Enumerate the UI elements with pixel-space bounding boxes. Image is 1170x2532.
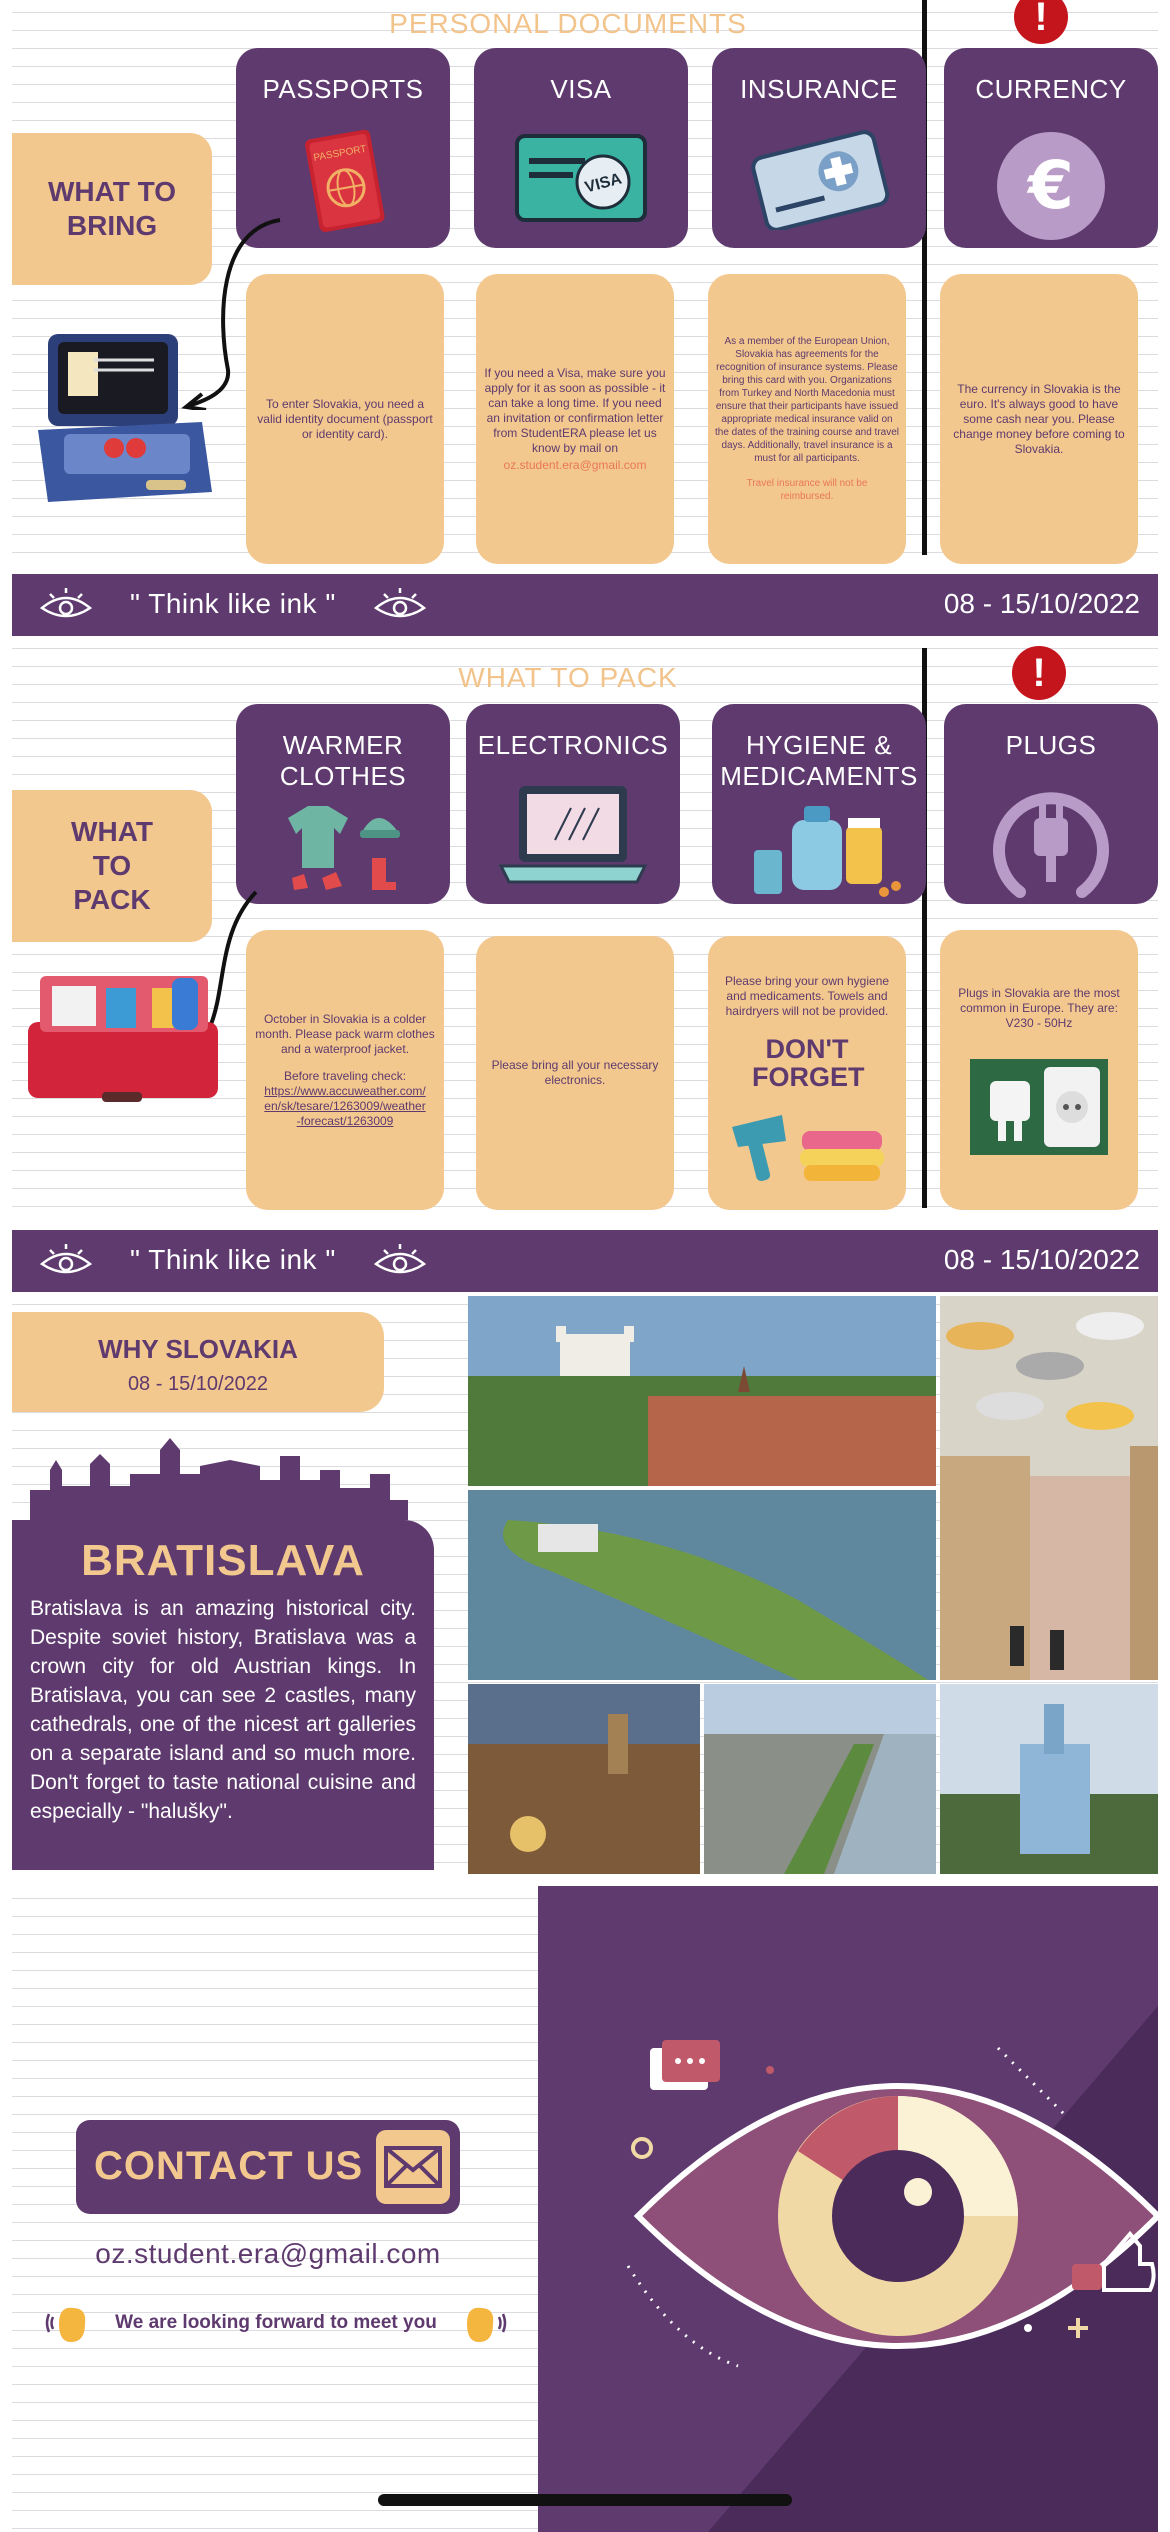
section-title: PERSONAL DOCUMENTS — [389, 8, 747, 39]
clothes-info-text: October in Slovakia is a colder month. Please pack warm clothes and a waterproof jacket. — [255, 1011, 435, 1056]
plug-icon — [986, 780, 1116, 900]
old-town-night-photo — [468, 1684, 700, 1874]
closing-message-row — [28, 2298, 524, 2348]
card-title: CURRENCY — [975, 74, 1127, 104]
dont-forget-badge: DON'T FORGET — [752, 1034, 865, 1092]
card-title: ELECTRONICS — [477, 730, 669, 760]
contact-slide — [12, 1886, 1158, 2532]
what-to-pack-slide — [12, 636, 1158, 1216]
passports-info-text: To enter Slovakia, you need a valid identity document (passport or identity card). — [257, 396, 433, 441]
city-title: BRATISLAVA — [81, 1536, 365, 1585]
card-currency — [944, 48, 1158, 248]
section-title: WHAT TO PACK — [458, 662, 678, 693]
plugs-info-card — [940, 930, 1138, 1210]
card-title: INSURANCE — [740, 74, 898, 104]
packed-suitcase-illustration — [22, 962, 222, 1112]
eye-illustration-panel — [538, 1886, 1158, 2532]
closing-message: We are looking forward to meet you — [115, 2312, 437, 2333]
eye-icon — [38, 1240, 94, 1280]
bratislava-castle-photo — [468, 1296, 936, 1486]
visa-info-card — [476, 274, 674, 564]
visa-info-text: If you need a Visa, make sure you apply for it as soon as possible - it can take a long time. If you need an invitation or confirmation letter from StudentERA please let us know by mail on — [484, 365, 666, 455]
city-description: Bratislava is an amazing historical city. Despite soviet history, Bratislava was a crown city for old Austrian kings. In Bratislava, you can see 2 castles, many cathedrals, one of the nicest art galleries on a separate island and so much more. Don't forget to taste national cuisine and especially - "halušky". — [30, 1597, 416, 1823]
hygiene-info-text: Please bring your own hygiene and medicaments. Towels and hairdryers will not be provided. — [724, 974, 890, 1018]
warm-clothes-icon — [278, 798, 408, 894]
what-to-bring-tag: WHAT TO BRING — [12, 133, 212, 285]
slogan-quote: " Think like ink " — [130, 588, 336, 619]
mail-icon — [376, 2130, 450, 2204]
home-indicator[interactable] — [378, 2494, 792, 2506]
laptop-icon — [493, 780, 653, 890]
card-electronics — [466, 704, 680, 904]
alert-icon: ! — [1014, 0, 1068, 44]
card-plugs — [944, 704, 1158, 904]
clothes-check-label: Before traveling check: — [283, 1068, 407, 1083]
why-slovakia-title: WHY SLOVAKIA — [98, 1334, 298, 1364]
contact-email[interactable]: oz.student.era@gmail.com — [95, 2238, 441, 2269]
card-title: PASSPORTS — [262, 74, 424, 104]
insurance-info-card — [708, 274, 906, 564]
passport-icon — [294, 126, 394, 238]
currency-info-card — [940, 274, 1138, 564]
waving-hand-icon — [447, 2300, 509, 2346]
hairdryer-towels-icon — [722, 1097, 892, 1187]
card-title: WARMER CLOTHES — [279, 730, 407, 791]
eye-icon — [372, 584, 428, 624]
waving-hand-icon — [43, 2300, 105, 2346]
why-slovakia-tag — [12, 1312, 384, 1412]
why-slovakia-date: 08 - 15/10/2022 — [127, 1373, 269, 1395]
card-hygiene — [712, 704, 926, 904]
card-visa — [474, 48, 688, 248]
eye-icon — [372, 1240, 428, 1280]
card-title: VISA — [550, 74, 612, 104]
insurance-note: Travel insurance will not be reimbursed. — [746, 478, 868, 502]
riverside-city-photo — [704, 1684, 936, 1874]
bratislava-skyline — [30, 1430, 408, 1520]
electronics-info-card — [476, 936, 674, 1210]
power-socket-photo — [970, 1059, 1108, 1155]
plugs-info-text: Plugs in Slovakia are the most common in Europe. They are: V230 - 50Hz — [958, 985, 1120, 1030]
visa-email-link[interactable]: oz.student.era@gmail.com — [503, 457, 647, 472]
card-title: PLUGS — [1005, 730, 1097, 760]
what-to-pack-tag: WHAT TO PACK — [12, 790, 212, 942]
event-date: 08 - 15/10/2022 — [943, 588, 1140, 619]
svg-text:VISA: VISA — [583, 170, 624, 197]
insurance-info-text: As a member of the European Union, Slovakia has agreements for the recognition of insurance systems. Please bring this card with you. Organizations from Turkey and North Macedonia must ensure that their participants have issued appropriate medical insurance valid on the dates of the training course and travel days. Additionally, travel insurance is a must for all participants. — [714, 336, 899, 464]
slogan-quote: " Think like ink " — [130, 1244, 336, 1275]
hygiene-info-card — [708, 936, 906, 1210]
visa-icon — [511, 130, 651, 226]
currency-info-text: The currency in Slovakia is the euro. It's always good to have some cash near you. Please change money before coming to Slovakia. — [953, 381, 1125, 456]
umbrellas-street-photo — [940, 1296, 1158, 1680]
card-warmer-clothes — [236, 704, 450, 904]
contact-us-label: CONTACT US — [94, 2144, 364, 2188]
slogan-banner — [12, 1230, 1158, 1292]
svg-text:PASSPORT: PASSPORT — [312, 143, 368, 164]
weather-forecast-link[interactable]: https://www.accuweather.com/en/sk/tesare/1263009/weather-forecast/1263009 — [264, 1083, 426, 1128]
euro-icon — [995, 130, 1107, 242]
alert-icon: ! — [1012, 646, 1066, 700]
card-title: HYGIENE & MEDICAMENTS — [720, 730, 918, 791]
event-date: 08 - 15/10/2022 — [943, 1244, 1140, 1275]
why-slovakia-slide — [12, 1292, 1158, 1874]
blue-church-photo — [940, 1684, 1158, 1874]
insurance-card-icon — [750, 130, 890, 230]
bratislava-description-panel — [12, 1520, 434, 1870]
eye-icon — [38, 584, 94, 624]
open-suitcase-illustration — [34, 330, 218, 510]
danube-island-photo — [468, 1490, 936, 1680]
personal-documents-slide — [12, 0, 1158, 570]
slogan-banner — [12, 574, 1158, 636]
hygiene-icon — [734, 800, 904, 900]
svg-text:€: € — [1028, 147, 1074, 224]
card-insurance — [712, 48, 926, 248]
electronics-info-text: Please bring all your necessary electronics. — [491, 1058, 659, 1087]
contact-us-button[interactable] — [76, 2120, 460, 2214]
